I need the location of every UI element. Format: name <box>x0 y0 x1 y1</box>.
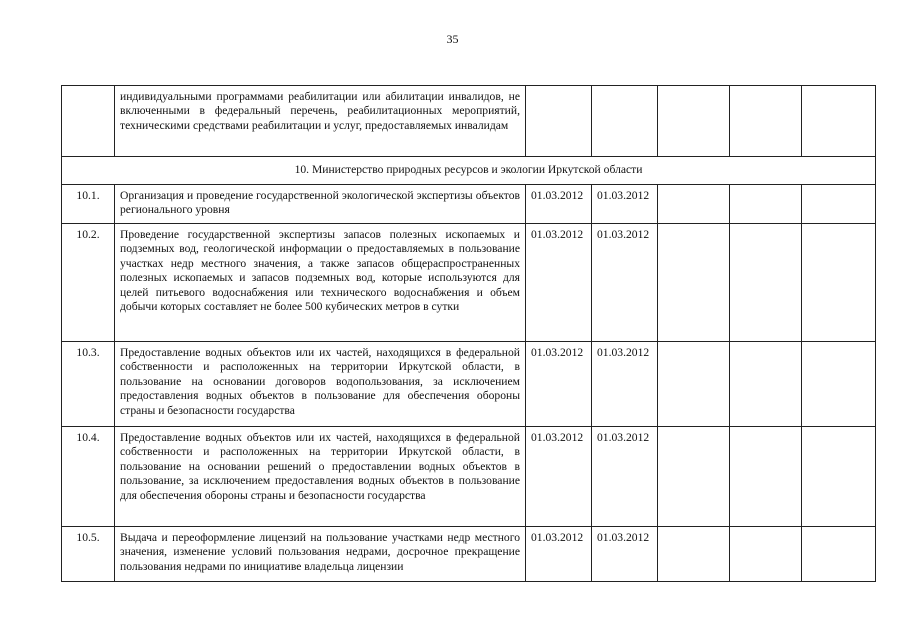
date-cell: 01.03.2012 <box>526 427 592 527</box>
empty-cell <box>730 224 802 342</box>
table-row <box>62 527 876 582</box>
row-number: 10.3. <box>62 342 115 427</box>
section-title: 10. Министерство природных ресурсов и экологии Иркутской области <box>62 157 876 185</box>
empty-cell <box>730 427 802 527</box>
empty-cell <box>802 527 876 582</box>
date-cell: 01.03.2012 <box>526 185 592 224</box>
date-cell: 01.03.2012 <box>592 224 658 342</box>
row-number: 10.2. <box>62 224 115 342</box>
empty-cell <box>658 527 730 582</box>
row-number: 10.5. <box>62 527 115 582</box>
empty-cell <box>802 185 876 224</box>
empty-cell <box>802 427 876 527</box>
date-cell: 01.03.2012 <box>526 342 592 427</box>
empty-cell <box>658 185 730 224</box>
empty-cell <box>658 342 730 427</box>
row-number <box>62 86 115 157</box>
empty-cell <box>658 86 730 157</box>
row-number: 10.1. <box>62 185 115 224</box>
row-number: 10.4. <box>62 427 115 527</box>
empty-cell <box>802 86 876 157</box>
empty-cell <box>730 86 802 157</box>
date-cell: 01.03.2012 <box>592 185 658 224</box>
empty-cell <box>658 224 730 342</box>
service-description: индивидуальными программами реабилитации или абилитации инвалидов, не включенными в федеральный перечень, реабилитационных мероприятий, техническими средствами реабилитации и услуг, предоставляемых инвалидам <box>115 86 526 157</box>
service-description: Выдача и переоформление лицензий на пользование участками недр местного значения, изменение условий пользования недрами, досрочное прекращение пользования недрами по инициативе владельца лицензии <box>115 527 526 582</box>
section-header-row <box>62 157 876 185</box>
date-cell: 01.03.2012 <box>592 342 658 427</box>
empty-cell <box>658 427 730 527</box>
page-number: 35 <box>446 32 459 46</box>
service-description: Организация и проведение государственной экологической экспертизы объектов регионального уровня <box>115 185 526 224</box>
services-table <box>61 85 876 582</box>
date-cell: 01.03.2012 <box>526 224 592 342</box>
table-row <box>62 342 876 427</box>
date-cell: 01.03.2012 <box>592 527 658 582</box>
empty-cell <box>730 185 802 224</box>
date-cell: 01.03.2012 <box>592 427 658 527</box>
service-description: Предоставление водных объектов или их частей, находящихся в федеральной собственности и расположенных на территории Иркутской области, в пользование на основании договоров водопользования, за исключением предоставления водных объектов в пользование для обеспечения обороны страны и безопасности государства <box>115 342 526 427</box>
service-description: Проведение государственной экспертизы запасов полезных ископаемых и подземных вод, геологической информации о предоставляемых в пользование участках недр местного значения, а также запасов общераспространенных полезных ископаемых и запасов подземных вод, которые используются для целей питьевого водоснабжения или технического водоснабжения и объем добычи которых составляет не более 500 кубических метров в сутки <box>115 224 526 342</box>
empty-cell <box>802 224 876 342</box>
service-description: Предоставление водных объектов или их частей, находящихся в федеральной собственности и расположенных на территории Иркутской области, в пользование на основании решений о предоставлении водных объектов в пользование, за исключением предоставления водных объектов в пользование для обеспечения обороны страны и безопасности государства <box>115 427 526 527</box>
table-row <box>62 185 876 224</box>
date-cell <box>526 86 592 157</box>
empty-cell <box>730 527 802 582</box>
table-row <box>62 224 876 342</box>
date-cell: 01.03.2012 <box>526 527 592 582</box>
date-cell <box>592 86 658 157</box>
empty-cell <box>802 342 876 427</box>
table-row <box>62 427 876 527</box>
empty-cell <box>730 342 802 427</box>
table-row <box>62 86 876 157</box>
